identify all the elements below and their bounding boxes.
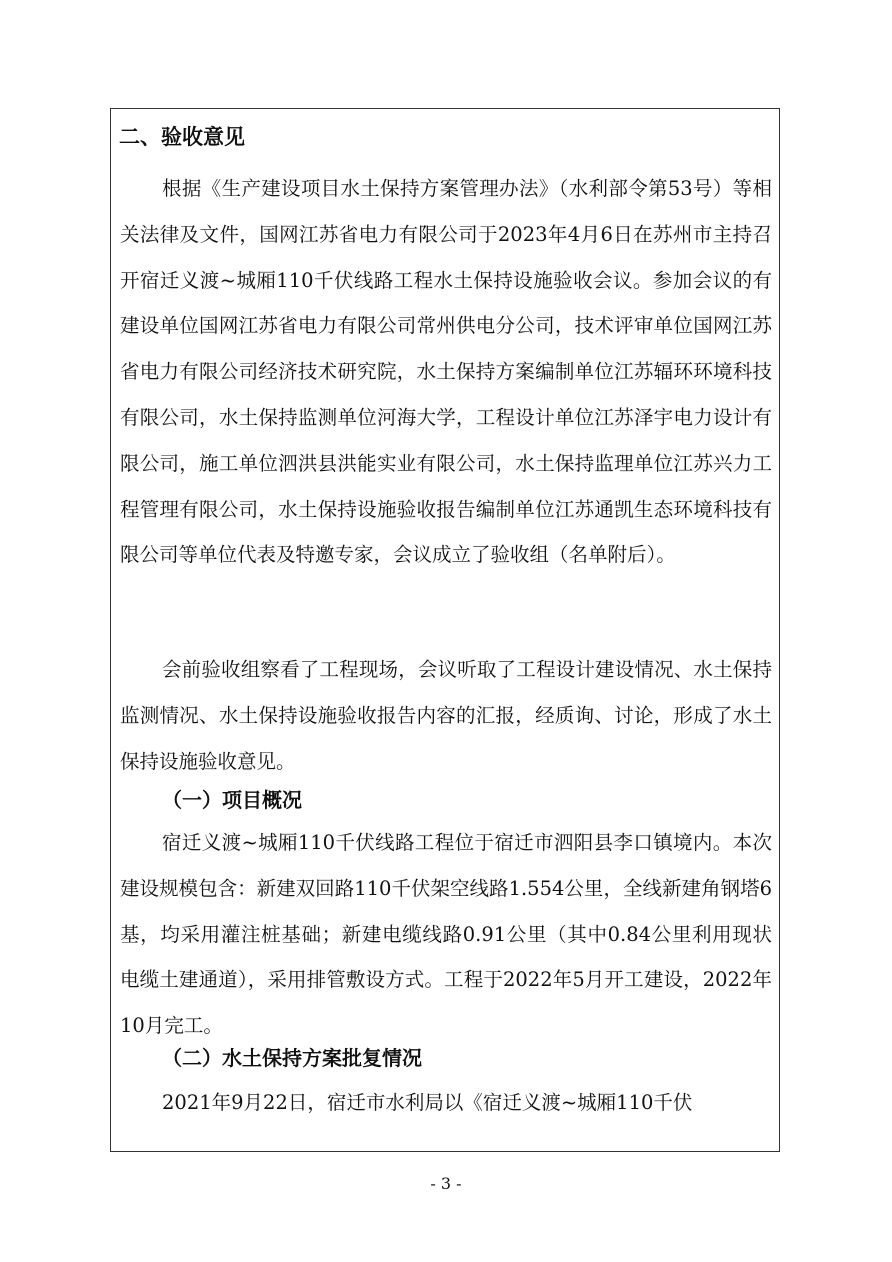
subheading-project-overview: （一）项目概况 xyxy=(162,788,302,812)
paragraph-meeting-info: 根据《生产建设项目水土保持方案管理办法》（水利部令第53号）等相关法律及文件，国网江苏省电力有限公司于2023年4月6日在苏州市主持召开宿迁义渡~城厢110千伏线路工程水土保持设施验收会议。参加会议的有建设单位国网江苏省电力有限公司常州供电分公司，技术评审单位国网江苏省电力有限公司经济技术研究院，水土保持方案编制单位江苏辐环环境科技有限公司，水土保持监测单位河海大学，工程设计单位江苏泽宇电力设计有限公司，施工单位泗洪县洪能实业有限公司，水土保持监理单位江苏兴力工程管理有限公司，水土保持设施验收报告编制单位江苏通凯生态环境科技有限公司等单位代表及特邀专家，会议成立了验收组（名单附后）。 xyxy=(120,177,772,567)
paragraph-meeting-process: 会前验收组察看了工程现场，会议听取了工程设计建设情况、水土保持监测情况、水土保持设施验收报告内容的汇报，经质询、讨论，形成了水土保持设施验收意见。 xyxy=(120,658,772,773)
paragraph-plan-approval: 2021年9月22日，宿迁市水利局以《宿迁义渡~城厢110千伏 xyxy=(162,1091,693,1114)
subheading-plan-approval: （二）水土保持方案批复情况 xyxy=(162,1046,422,1070)
page-number: - 3 - xyxy=(430,1174,462,1193)
paragraph-project-overview: 宿迁义渡~城厢110千伏线路工程位于宿迁市泗阳县李口镇境内。本次建设规模包含：新建双回路110千伏架空线路1.554公里，全线新建角钢塔6基，均采用灌注桩基础；新建电缆线路0.91公里（其中0.84公里利用现状电缆土建通道），采用排管敷设方式。工程于2022年5月开工建设，2022年10月完工。 xyxy=(120,831,772,1038)
section-title: 二、验收意见 xyxy=(119,125,245,149)
